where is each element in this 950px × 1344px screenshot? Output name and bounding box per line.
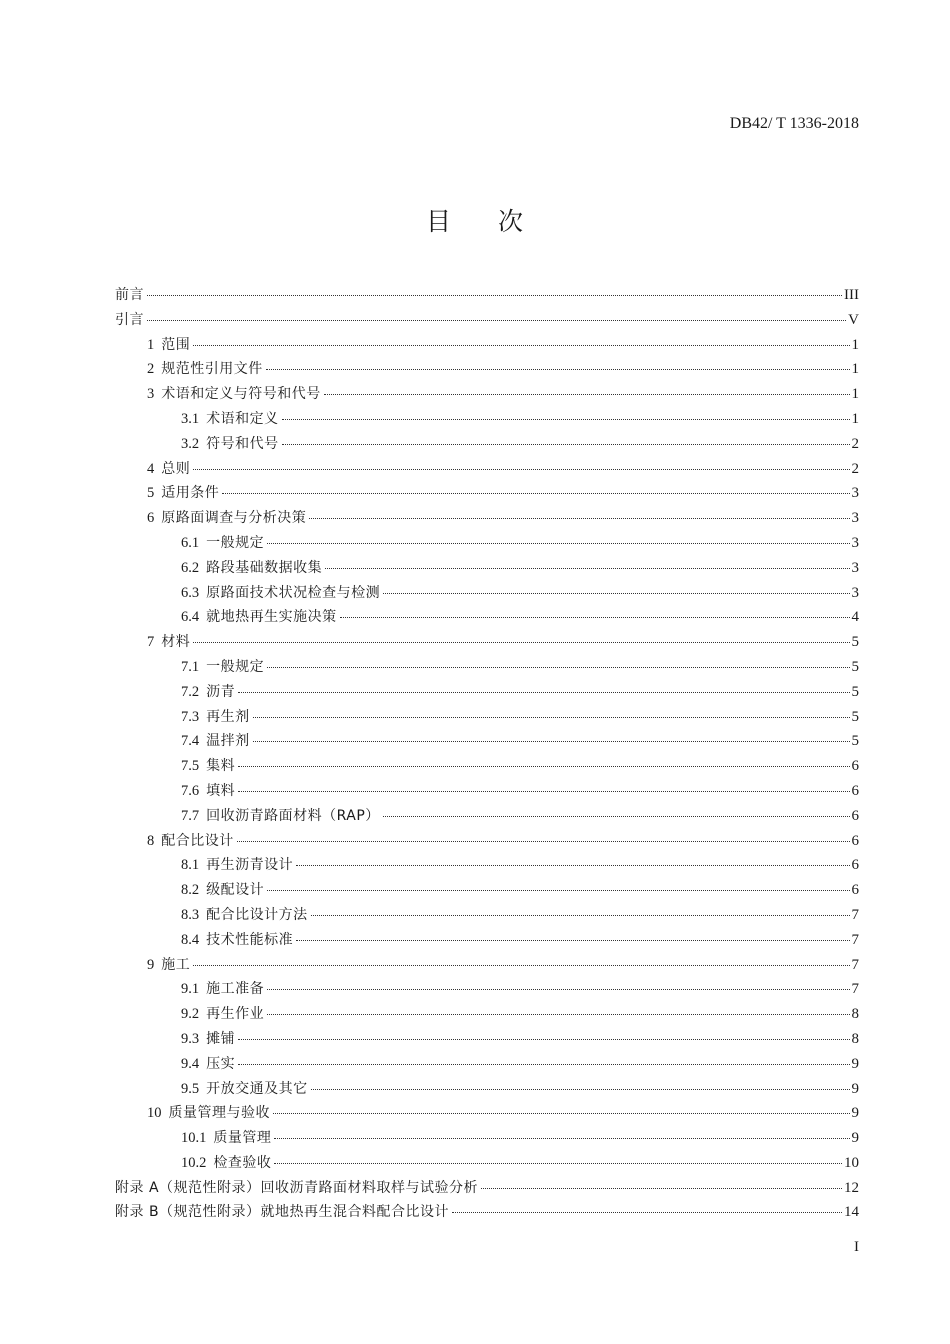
toc-entry-label: 原路面调查与分析决策: [161, 510, 307, 527]
toc-entry[interactable]: [115, 457, 859, 482]
toc-entry-number: 4: [147, 460, 155, 477]
toc-entry[interactable]: [115, 829, 859, 854]
toc-dot-leader: [193, 642, 849, 643]
toc-entry-page: 4: [851, 609, 859, 626]
toc-dot-leader: [296, 865, 849, 866]
toc-entry[interactable]: [115, 407, 859, 432]
toc-entry-number: 10: [147, 1105, 162, 1122]
toc-entry-label: 路段基础数据收集: [206, 559, 323, 576]
toc-entry-number: 7.4: [181, 733, 200, 750]
toc-entry-page: 9: [851, 1080, 859, 1097]
toc-entry[interactable]: [115, 432, 859, 457]
toc-dot-leader: [222, 493, 849, 494]
toc-entry-page: 7: [851, 931, 859, 948]
toc-entry-page: 2: [851, 435, 859, 452]
toc-entry-page: 3: [851, 485, 859, 502]
toc-dot-leader: [325, 568, 849, 569]
toc-entry-page: 9: [851, 1105, 859, 1122]
toc-entry-label: 前言: [115, 287, 144, 303]
toc-entry-page: 9: [851, 1055, 859, 1072]
toc-entry-label: 原路面技术状况检查与检测: [206, 584, 381, 601]
toc-entry-label: 再生剂: [206, 708, 250, 725]
toc-entry-number: 9.2: [181, 1006, 200, 1023]
toc-entry-label: 一般规定: [206, 658, 265, 675]
toc-dot-leader: [238, 791, 849, 792]
toc-entry-label: 一般规定: [206, 534, 265, 551]
toc-entry-number: 9: [147, 956, 155, 973]
toc-entry[interactable]: [115, 382, 859, 407]
toc-entry-label: 沥青: [206, 683, 236, 700]
toc-dot-leader: [273, 1113, 850, 1114]
toc-entry-label: 施工: [161, 956, 191, 973]
toc-entry-label: 开放交通及其它: [206, 1080, 308, 1097]
toc-dot-leader: [238, 1064, 849, 1065]
toc-entry-page: 5: [851, 683, 859, 700]
toc-entry-label: 范围: [161, 336, 191, 353]
toc-dot-leader: [267, 543, 849, 544]
toc-entry-label: 引言: [115, 311, 144, 328]
toc-entry[interactable]: [115, 853, 859, 878]
toc-entry[interactable]: [115, 655, 859, 680]
toc-entry-number: 9.4: [181, 1055, 200, 1072]
toc-entry-page: 3: [851, 584, 859, 601]
toc-entry-number: 3.1: [181, 410, 200, 427]
toc-entry-page: 3: [851, 510, 859, 527]
table-of-contents: [115, 283, 859, 1225]
toc-dot-leader: [274, 1138, 849, 1139]
toc-entry-number: 7.3: [181, 708, 200, 725]
toc-dot-leader: [296, 940, 849, 941]
toc-entry-page: III: [844, 287, 859, 303]
toc-entry[interactable]: [115, 680, 859, 705]
toc-entry-label: 适用条件: [161, 485, 220, 502]
toc-entry-page: 5: [851, 733, 859, 750]
toc-dot-leader: [282, 444, 850, 445]
toc-entry[interactable]: [115, 754, 859, 779]
toc-entry[interactable]: [115, 928, 859, 953]
toc-entry-page: 3: [851, 559, 859, 576]
toc-entry[interactable]: [115, 333, 859, 358]
toc-entry[interactable]: [115, 878, 859, 903]
toc-entry-label: 施工准备: [206, 981, 265, 998]
toc-entry-label: 再生作业: [206, 1006, 265, 1023]
toc-entry-number: 6.2: [181, 559, 200, 576]
toc-dot-leader: [452, 1212, 842, 1213]
toc-entry-page: 10: [844, 1154, 859, 1171]
toc-title-char-1: 目: [425, 207, 452, 236]
document-code: DB42/ T 1336-2018: [729, 115, 859, 132]
toc-entry-label: 符号和代号: [206, 435, 279, 452]
toc-entry-label: 压实: [206, 1055, 236, 1072]
toc-entry-label: 附录 B（规范性附录）就地热再生混合料配合比设计: [115, 1204, 450, 1221]
toc-entry-page: 9: [851, 1130, 859, 1147]
toc-dot-leader: [193, 345, 849, 346]
toc-entry-page: 1: [851, 386, 859, 403]
toc-dot-leader: [324, 394, 850, 395]
toc-entry-number: 6.3: [181, 584, 200, 601]
toc-entry-page: 7: [851, 956, 859, 973]
toc-entry-number: 8.4: [181, 931, 200, 948]
toc-entry-label: 就地热再生实施决策: [206, 609, 337, 626]
toc-entry[interactable]: [115, 779, 859, 804]
toc-entry-page: 7: [851, 981, 859, 998]
toc-entry-page: 14: [844, 1204, 859, 1221]
toc-entry[interactable]: [115, 1176, 859, 1201]
toc-entry-page: 6: [851, 758, 859, 775]
toc-entry-number: 8: [147, 832, 155, 849]
toc-dot-leader: [147, 320, 846, 321]
toc-dot-leader: [282, 419, 850, 420]
toc-entry-label: 回收沥青路面材料（RAP）: [206, 807, 380, 824]
toc-entry[interactable]: [115, 283, 859, 308]
toc-entry[interactable]: [115, 581, 859, 606]
toc-entry[interactable]: [115, 729, 859, 754]
toc-entry-number: 7.7: [181, 807, 200, 824]
toc-dot-leader: [267, 989, 849, 990]
toc-dot-leader: [238, 692, 849, 693]
toc-entry-page: 5: [851, 634, 859, 651]
toc-entry[interactable]: [115, 308, 859, 333]
toc-entry[interactable]: [115, 953, 859, 978]
toc-dot-leader: [267, 667, 849, 668]
toc-dot-leader: [266, 369, 850, 370]
toc-entry-label: 术语和定义与符号和代号: [161, 386, 321, 403]
toc-entry-label: 集料: [206, 758, 236, 775]
toc-entry-number: 9.1: [181, 981, 200, 998]
toc-entry-number: 2: [147, 361, 155, 378]
toc-entry-label: 术语和定义: [206, 410, 279, 427]
toc-dot-leader: [253, 717, 850, 718]
toc-entry-label: 填料: [206, 782, 236, 799]
toc-entry-label: 质量管理与验收: [168, 1105, 270, 1122]
toc-entry-number: 9.3: [181, 1030, 200, 1047]
toc-entry[interactable]: [115, 531, 859, 556]
toc-entry[interactable]: [115, 1027, 859, 1052]
toc-entry[interactable]: [115, 1052, 859, 1077]
toc-entry-label: 配合比设计方法: [206, 906, 308, 923]
toc-dot-leader: [193, 469, 849, 470]
toc-dot-leader: [237, 841, 850, 842]
toc-dot-leader: [238, 766, 849, 767]
toc-title-char-2: 次: [498, 207, 525, 236]
toc-entry[interactable]: [115, 1002, 859, 1027]
toc-entry[interactable]: [115, 903, 859, 928]
toc-entry-page: 8: [851, 1006, 859, 1023]
toc-entry-number: 6.4: [181, 609, 200, 626]
toc-entry-label: 材料: [161, 634, 191, 651]
toc-dot-leader: [267, 1014, 849, 1015]
toc-entry-number: 10.2: [181, 1154, 207, 1171]
toc-entry-label: 附录 A（规范性附录）回收沥青路面材料取样与试验分析: [115, 1179, 479, 1196]
toc-dot-leader: [274, 1163, 842, 1164]
toc-entry[interactable]: [115, 804, 859, 829]
toc-entry-page: 3: [851, 534, 859, 551]
toc-entry[interactable]: [115, 506, 859, 531]
toc-entry-number: 7.5: [181, 758, 200, 775]
toc-entry-page: 6: [851, 857, 859, 874]
toc-entry-page: 6: [851, 782, 859, 799]
toc-dot-leader: [383, 816, 850, 817]
toc-entry[interactable]: [115, 1101, 859, 1126]
toc-dot-leader: [238, 1039, 849, 1040]
toc-title: [0, 205, 950, 239]
toc-entry[interactable]: [115, 357, 859, 382]
toc-dot-leader: [193, 965, 849, 966]
toc-entry[interactable]: [115, 1151, 859, 1176]
toc-entry[interactable]: [115, 977, 859, 1002]
toc-entry-number: 5: [147, 485, 155, 502]
toc-entry-page: 1: [851, 361, 859, 378]
toc-entry-number: 7.6: [181, 782, 200, 799]
toc-entry-page: 6: [851, 807, 859, 824]
toc-entry-page: 1: [851, 336, 859, 353]
toc-entry[interactable]: [115, 1077, 859, 1102]
toc-entry-page: 5: [851, 658, 859, 675]
toc-dot-leader: [340, 617, 850, 618]
toc-dot-leader: [311, 1089, 850, 1090]
toc-entry-page: 5: [851, 708, 859, 725]
toc-entry[interactable]: [115, 630, 859, 655]
toc-entry-label: 技术性能标准: [206, 931, 294, 948]
toc-entry[interactable]: [115, 1200, 859, 1225]
toc-entry-number: 8.2: [181, 882, 200, 899]
toc-dot-leader: [309, 518, 849, 519]
toc-entry-page: 12: [844, 1179, 859, 1196]
toc-entry-page: V: [848, 311, 859, 328]
toc-dot-leader: [253, 741, 850, 742]
toc-entry-number: 8.3: [181, 906, 200, 923]
toc-entry-label: 摊铺: [206, 1030, 236, 1047]
toc-dot-leader: [383, 593, 849, 594]
toc-entry-number: 6.1: [181, 534, 200, 551]
page-number: I: [854, 1239, 859, 1255]
toc-dot-leader: [311, 915, 850, 916]
toc-entry[interactable]: [115, 1126, 859, 1151]
toc-entry-page: 1: [851, 410, 859, 427]
toc-entry-page: 6: [851, 882, 859, 899]
toc-entry-label: 检查验收: [213, 1154, 272, 1171]
toc-entry-label: 质量管理: [213, 1130, 272, 1147]
toc-entry-page: 8: [851, 1030, 859, 1047]
toc-entry-page: 6: [851, 832, 859, 849]
toc-entry-number: 7.1: [181, 658, 200, 675]
toc-entry-page: 2: [851, 460, 859, 477]
toc-entry[interactable]: [115, 705, 859, 730]
toc-dot-leader: [147, 295, 842, 296]
toc-entry-number: 1: [147, 336, 155, 353]
toc-entry-label: 温拌剂: [206, 733, 250, 750]
toc-entry-label: 再生沥青设计: [206, 857, 294, 874]
toc-entry-number: 6: [147, 510, 155, 527]
toc-entry-page: 7: [851, 906, 859, 923]
toc-dot-leader: [481, 1188, 842, 1189]
toc-entry-number: 8.1: [181, 857, 200, 874]
toc-entry[interactable]: [115, 481, 859, 506]
toc-entry-label: 级配设计: [206, 882, 265, 899]
toc-entry[interactable]: [115, 556, 859, 581]
toc-entry-number: 7.2: [181, 683, 200, 700]
toc-entry-number: 10.1: [181, 1130, 207, 1147]
toc-entry-label: 规范性引用文件: [161, 361, 263, 378]
toc-entry[interactable]: [115, 605, 859, 630]
toc-entry-number: 7: [147, 634, 155, 651]
toc-entry-number: 9.5: [181, 1080, 200, 1097]
toc-entry-number: 3: [147, 386, 155, 403]
toc-dot-leader: [267, 890, 849, 891]
toc-entry-label: 配合比设计: [161, 832, 234, 849]
toc-entry-label: 总则: [161, 460, 191, 477]
toc-entry-number: 3.2: [181, 435, 200, 452]
